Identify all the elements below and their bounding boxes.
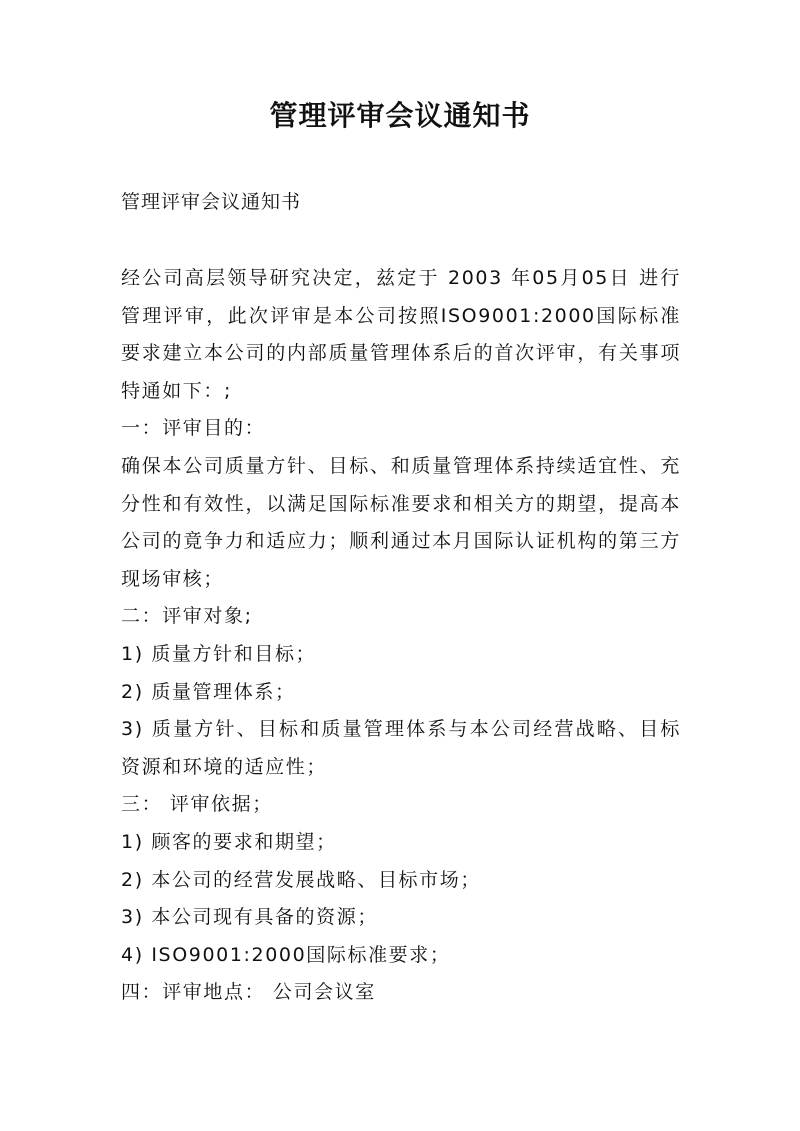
list-item: 2) 本公司的经营发展战略、目标市场； bbox=[121, 868, 481, 891]
list-item: 3) 本公司现有具备的资源； bbox=[121, 906, 378, 929]
section-heading-location: 四：评审地点： 公司会议室 bbox=[121, 981, 376, 1004]
section-heading-objects: 二：评审对象; bbox=[121, 605, 253, 628]
document-subtitle: 管理评审会议通知书 bbox=[121, 191, 302, 213]
section-heading-basis: 三： 评审依据； bbox=[121, 793, 273, 816]
list-item: 2) 质量管理体系； bbox=[121, 680, 296, 703]
document-title: 管理评审会议通知书 bbox=[269, 99, 531, 132]
paragraph-intro: 经公司高层领导研究决定，兹定于 2003 年05月05日 进行管理评审，此次评审是本公司按照ISO9001:2000国际标准要求建立本公司的内部质量管理体系后的首次评审，有关事项特通如下：; bbox=[121, 267, 681, 402]
paragraph-purpose: 确保本公司质量方针、目标、和质量管理体系持续适宜性、充分性和有效性，以满足国际标准要求和相关方的期望，提高本公司的竟争力和适应力；顺利通过本月国际认证机构的第三方现场审核； bbox=[121, 454, 681, 590]
document-body bbox=[121, 260, 681, 1012]
list-item: 3) 质量方针、目标和质量管理体系与本公司经营战略、目标资源和环境的适应性； bbox=[121, 718, 681, 778]
section-heading-purpose: 一：评审目的： bbox=[121, 417, 266, 440]
list-item: 1) 顾客的要求和期望； bbox=[121, 830, 337, 853]
list-item: 4) ISO9001:2000国际标准要求； bbox=[121, 943, 451, 966]
list-item: 1) 质量方针和目标； bbox=[121, 642, 317, 665]
